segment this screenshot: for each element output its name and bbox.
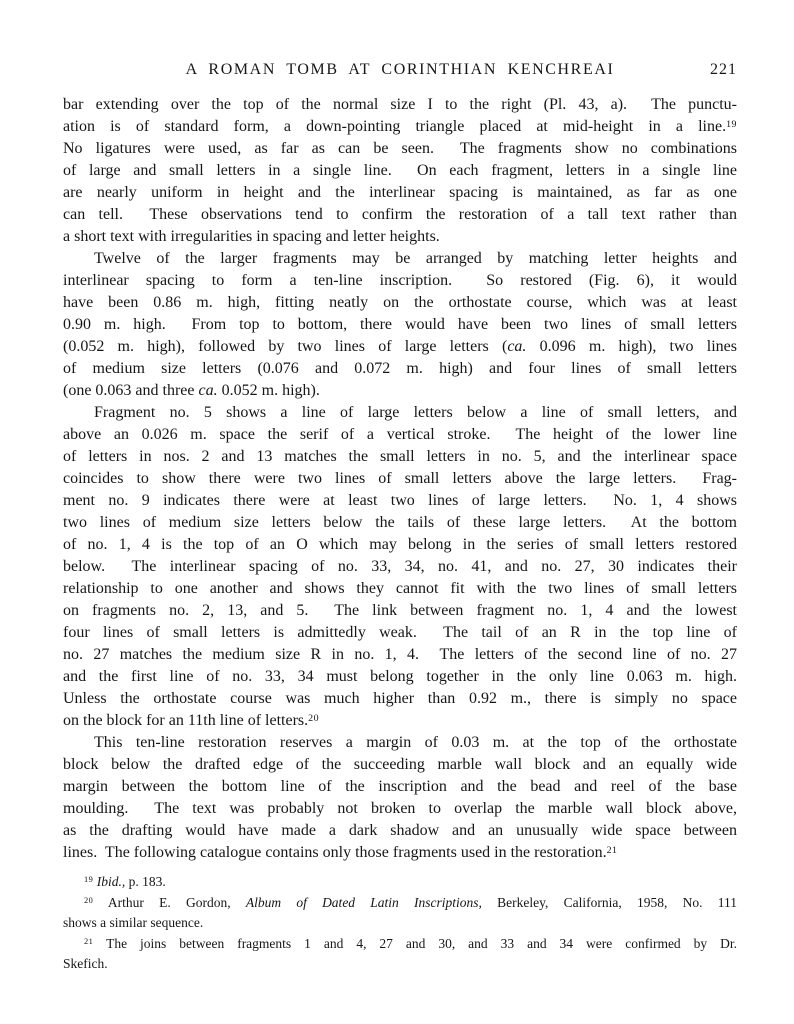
text-line xyxy=(63,820,737,842)
text-line xyxy=(63,622,737,644)
text-run: coincides to show there were two lines of small letters above the large letters. Frag- xyxy=(63,470,737,487)
text-line xyxy=(63,490,737,512)
text-run: of large and small letters in a single line. On each fragment, letters in a single line xyxy=(63,162,737,179)
text-run: Fragment no. 5 shows a line of large letters below a line of small letters, and xyxy=(94,404,737,421)
text-run: ment no. 9 indicates there were at least two lines of large letters. No. 1, 4 shows xyxy=(63,492,737,509)
italic-text: Album of Dated Latin Inscriptions, xyxy=(245,894,482,910)
text-run: interlinear spacing to form a ten-line inscription. So restored (Fig. 6), it would xyxy=(63,272,737,289)
body-paragraph xyxy=(63,248,737,402)
text-line xyxy=(63,842,737,864)
text-run: four lines of small letters is admittedly weak. The tail of an R in the top line of xyxy=(63,624,737,641)
text-run: 0.096 m. high), two lines xyxy=(526,338,738,355)
text-run: below. The interlinear spacing of no. 33, 34, no. 41, and no. 27, 30 indicates their xyxy=(63,558,737,575)
italic-text: ca. xyxy=(507,338,527,355)
text-run: 0.052 m. high). xyxy=(217,382,320,399)
text-line xyxy=(63,556,737,578)
text-run: as the drafting would have made a dark shadow and an unusually wide space between xyxy=(63,822,737,839)
text-line xyxy=(63,893,737,914)
footnote xyxy=(63,934,737,975)
text-run: This ten-line restoration reserves a margin of 0.03 m. at the top of the orthostate xyxy=(94,734,737,751)
text-line xyxy=(63,913,737,934)
text-line xyxy=(63,446,737,468)
text-line xyxy=(63,798,737,820)
text-line xyxy=(63,468,737,490)
text-line xyxy=(63,578,737,600)
body-paragraph xyxy=(63,732,737,864)
running-title: A ROMAN TOMB AT CORINTHIAN KENCHREAI xyxy=(185,61,615,78)
text-line xyxy=(63,754,737,776)
footnotes-section xyxy=(63,872,737,975)
text-run: have been 0.86 m. high, fitting neatly on the orthostate course, which was at least xyxy=(63,294,737,311)
text-line xyxy=(63,226,737,248)
text-line xyxy=(63,512,737,534)
italic-text: Ibid., xyxy=(96,874,126,889)
text-run: (one 0.063 and three xyxy=(63,382,199,399)
text-run: (0.052 m. high), followed by two lines of large letters ( xyxy=(63,338,508,355)
text-line xyxy=(63,934,737,955)
text-line xyxy=(63,380,737,402)
text-line xyxy=(63,336,737,358)
body-text xyxy=(63,94,737,864)
text-run: Twelve of the larger fragments may be arranged by matching letter heights and xyxy=(94,250,737,267)
text-run: and the first line of no. 33, 34 must belong together in the only line 0.063 m. high. xyxy=(63,668,737,685)
footnote-ref: 21 xyxy=(84,937,94,947)
text-line xyxy=(63,534,737,556)
text-run: The joins between fragments 1 and 4, 27 and 30, and 33 and 34 were confirmed by Dr. xyxy=(93,935,737,951)
footnote xyxy=(63,893,737,934)
text-line xyxy=(63,954,737,975)
text-run: p. 183. xyxy=(125,874,166,889)
text-run: Berkeley, California, 1958, No. 111 xyxy=(481,894,737,910)
text-run: moulding. The text was probably not broken to overlap the marble wall block above, xyxy=(63,800,737,817)
footnote-ref: 20 xyxy=(308,712,320,724)
italic-text: ca. xyxy=(198,382,218,399)
text-line xyxy=(63,732,737,754)
text-run: no. 27 matches the medium size R in no. 1, 4. The letters of the second line of no. 27 xyxy=(63,646,737,663)
text-run: shows a similar sequence. xyxy=(63,915,204,931)
page-header xyxy=(63,61,737,81)
text-run: above an 0.026 m. space the serif of a vertical stroke. The height of the lower line xyxy=(63,426,737,443)
text-line xyxy=(63,138,737,160)
text-run: No ligatures were used, as far as can be seen. The fragments show no combinations xyxy=(63,140,737,157)
text-line xyxy=(63,402,737,424)
text-line xyxy=(63,644,737,666)
footnote-ref: 21 xyxy=(606,844,618,856)
text-run: relationship to one another and shows they cannot fit with the two lines of small letters xyxy=(63,580,737,597)
text-line xyxy=(63,424,737,446)
text-line xyxy=(63,292,737,314)
text-line xyxy=(63,358,737,380)
text-run: on the block for an 11th line of letters. xyxy=(63,712,309,729)
text-run: block below the drafted edge of the succeeding marble wall block and an equally wide xyxy=(63,756,737,773)
body-paragraph xyxy=(63,94,737,248)
text-line xyxy=(63,182,737,204)
text-run: a short text with irregularities in spacing and letter heights. xyxy=(63,228,440,245)
footnote-ref: 19 xyxy=(84,875,94,885)
text-run: lines. The following catalogue contains only those fragments used in the restoration. xyxy=(63,844,607,861)
text-line xyxy=(63,666,737,688)
footnote xyxy=(63,872,737,893)
text-run: bar extending over the top of the normal size I to the right (Pl. 43, a). The punctu- xyxy=(63,96,737,113)
text-run: of letters in nos. 2 and 13 matches the small letters in no. 5, and the interlinear space xyxy=(63,448,737,465)
text-line xyxy=(63,248,737,270)
text-line xyxy=(63,94,737,116)
text-run: are nearly uniform in height and the interlinear spacing is maintained, as far as one xyxy=(63,184,737,201)
text-line xyxy=(63,600,737,622)
footnote-ref: 20 xyxy=(84,895,94,905)
text-run: Unless the orthostate course was much higher than 0.92 m., there is simply no space xyxy=(63,690,737,707)
text-run: two lines of medium size letters below the tails of these large letters. At the bottom xyxy=(63,514,737,531)
page-number: 221 xyxy=(710,61,737,78)
text-run: Skefich. xyxy=(63,956,108,972)
text-run: can tell. These observations tend to confirm the restoration of a tall text rather than xyxy=(63,206,737,223)
text-run: margin between the bottom line of the inscription and the bead and reel of the base xyxy=(63,778,737,795)
footnote-ref: 19 xyxy=(726,118,737,130)
text-run: 0.90 m. high. From top to bottom, there would have been two lines of small letters xyxy=(63,316,737,333)
text-run: on fragments no. 2, 13, and 5. The link between fragment no. 1, 4 and the lowest xyxy=(63,602,737,619)
body-paragraph xyxy=(63,402,737,732)
text-line xyxy=(63,160,737,182)
text-run: of no. 1, 4 is the top of an O which may belong in the series of small letters restored xyxy=(63,536,737,553)
text-line xyxy=(63,270,737,292)
text-line xyxy=(63,776,737,798)
text-line xyxy=(63,872,737,893)
text-line xyxy=(63,710,737,732)
text-line xyxy=(63,314,737,336)
text-line xyxy=(63,204,737,226)
text-run: ation is of standard form, a down-pointing triangle placed at mid-height in a line. xyxy=(63,118,727,135)
text-line xyxy=(63,116,737,138)
text-line xyxy=(63,688,737,710)
text-run: of medium size letters (0.076 and 0.072 m. high) and four lines of small letters xyxy=(63,360,737,377)
text-run: Arthur E. Gordon, xyxy=(93,894,246,910)
